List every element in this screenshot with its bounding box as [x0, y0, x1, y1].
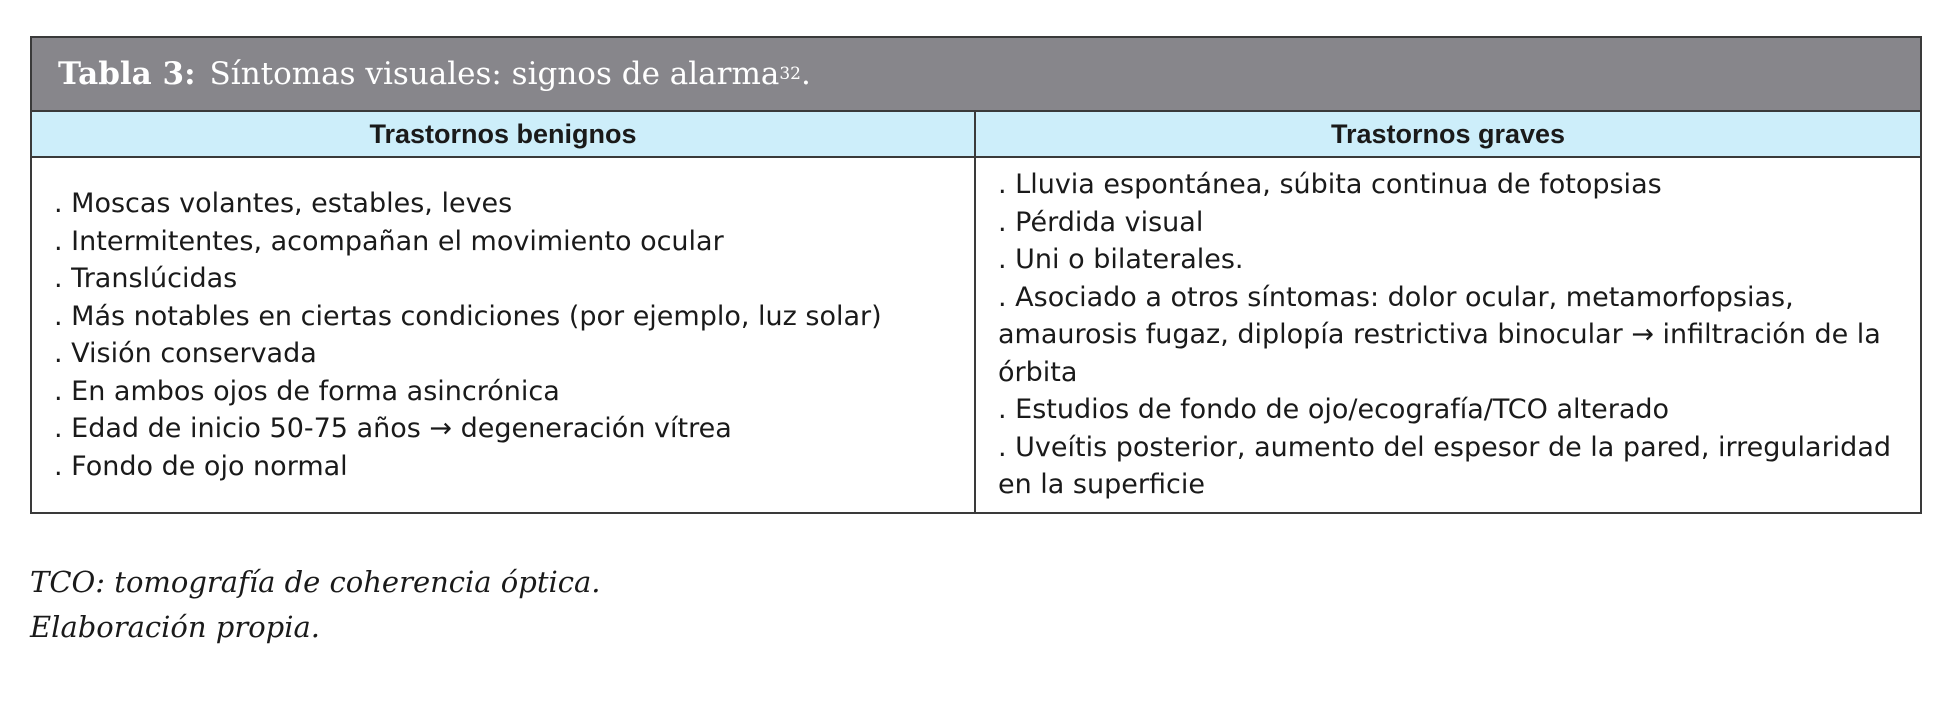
list-item: . Uveítis posterior, aumento del espesor de la pared, irregularidad en la superficie — [998, 431, 1892, 501]
column-header-benign: Trastornos benignos — [32, 112, 976, 156]
source-note: Elaboración propia. — [30, 610, 321, 644]
list-item: . Edad de inicio 50-75 años → degeneración vítrea — [54, 413, 732, 444]
list-item: . Pérdida visual — [998, 206, 1204, 238]
table-notes — [30, 560, 601, 650]
list-item: . Más notables en ciertas condiciones (por ejemplo, luz solar) — [54, 300, 882, 332]
serious-cell — [976, 158, 1920, 512]
list-item: . Visión conservada — [54, 338, 317, 369]
symptoms-table — [30, 36, 1922, 514]
list-item: . Asociado a otros síntomas: dolor ocular, metamorfopsias, amaurosis fugaz, diplopía restrictiva binocular → infiltración de la órbita — [998, 281, 1881, 388]
list-item: . Fondo de ojo normal — [54, 450, 348, 482]
abbreviation-note: TCO: tomografía de coherencia óptica. — [30, 565, 601, 599]
table-title-text: Síntomas visuales: signos de alarma — [209, 56, 780, 92]
benign-cell — [32, 158, 976, 512]
table-title: Tabla 3: Síntomas visuales: signos de alarma 32 . — [32, 38, 1920, 112]
column-header-serious: Trastornos graves — [1330, 118, 1566, 149]
list-item: . Uni o bilaterales. — [998, 244, 1244, 276]
list-item: . Intermitentes, acompañan el movimiento ocular — [54, 225, 724, 257]
list-item: . Estudios de fondo de ojo/ecografía/TCO alterado — [998, 394, 1670, 426]
table-title-period: . — [801, 56, 811, 92]
list-item: . Translúcidas — [54, 263, 238, 294]
list-item: . En ambos ojos de forma asincrónica — [54, 375, 560, 407]
list-item: . Lluvia espontánea, súbita continua de fotopsias — [998, 169, 1662, 201]
table-row — [32, 158, 1920, 512]
table-label: Tabla 3: — [58, 56, 196, 92]
table-header-row — [32, 112, 1920, 158]
list-item: . Moscas volantes, estables, leves — [54, 188, 513, 219]
